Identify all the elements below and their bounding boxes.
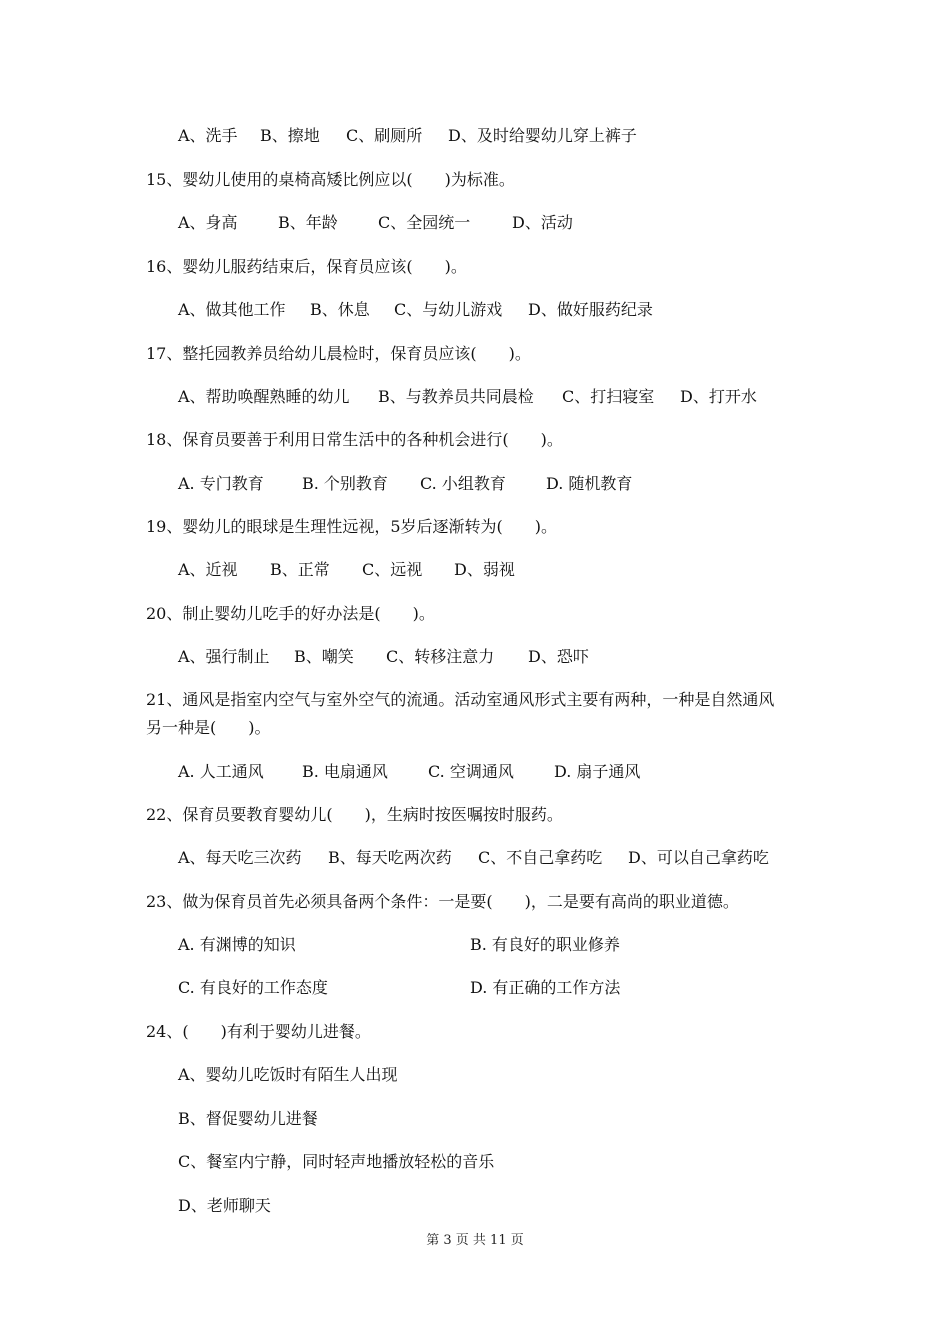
q22-option-a: A、每天吃三次药 (178, 848, 302, 867)
q24-option-b: B、督促婴幼儿进餐 (178, 1109, 318, 1128)
q20-option-d: D、恐吓 (528, 647, 589, 666)
q19-options (178, 560, 515, 580)
q21-option-c: C. 空调通风 (428, 762, 514, 781)
q17-option-d: D、打开水 (680, 387, 757, 406)
q19-option-d: D、弱视 (454, 560, 515, 579)
q15-options (178, 213, 573, 233)
q21-options (178, 762, 640, 782)
q21-option-a: A. 人工通风 (178, 762, 264, 781)
q16-option-b: B、休息 (310, 300, 370, 319)
q21-option-b: B. 电扇通风 (302, 762, 388, 781)
q19-option-b: B、正常 (270, 560, 330, 579)
q16-option-d: D、做好服药纪录 (528, 300, 653, 319)
q20-option-c: C、转移注意力 (386, 647, 495, 666)
q18-option-d: D. 随机教育 (546, 474, 633, 493)
page-number: 第 3 页 共 11 页 (426, 1233, 524, 1248)
q18-option-b: B. 个别教育 (302, 474, 388, 493)
q24-question: 24、( )有利于婴幼儿进餐。 (146, 1022, 371, 1041)
q14-option-c: C、刷厕所 (346, 126, 423, 145)
q22-question: 22、保育员要教育婴幼儿( )，生病时按医嘱按时服药。 (146, 805, 563, 824)
q17-option-a: A、帮助唤醒熟睡的幼儿 (178, 387, 350, 406)
q17-option-b: B、与教养员共同晨检 (378, 387, 534, 406)
q20-option-a: A、强行制止 (178, 647, 270, 666)
q21-question-line2: 另一种是( )。 (146, 718, 271, 737)
q23-option-a: A. 有渊博的知识 (178, 935, 296, 954)
q15-option-d: D、活动 (512, 213, 573, 232)
q17-option-c: C、打扫寝室 (562, 387, 655, 406)
q24-option-c: C、餐室内宁静，同时轻声地播放轻松的音乐 (178, 1152, 495, 1171)
q24-option-d: D、老师聊天 (178, 1196, 271, 1215)
q22-option-d: D、可以自己拿药吃 (628, 848, 769, 867)
q21-option-d: D. 扇子通风 (554, 762, 641, 781)
q15-option-b: B、年龄 (278, 213, 338, 232)
q18-option-c: C. 小组教育 (420, 474, 506, 493)
q14-options (178, 126, 637, 146)
q20-question: 20、制止婴幼儿吃手的好办法是( )。 (146, 604, 435, 623)
q16-question: 16、婴幼儿服药结束后，保育员应该( )。 (146, 257, 467, 276)
q15-option-a: A、身高 (178, 213, 238, 232)
q23-option-c: C. 有良好的工作态度 (178, 978, 328, 997)
q22-option-c: C、不自己拿药吃 (478, 848, 603, 867)
q16-option-c: C、与幼儿游戏 (394, 300, 503, 319)
q18-options (178, 474, 632, 494)
q19-option-c: C、远视 (362, 560, 423, 579)
q20-option-b: B、嘲笑 (294, 647, 354, 666)
q20-options (178, 647, 589, 667)
q18-question: 18、保育员要善于利用日常生活中的各种机会进行( )。 (146, 430, 563, 449)
q19-question: 19、婴幼儿的眼球是生理性远视，5岁后逐渐转为( )。 (146, 517, 558, 536)
q15-option-c: C、全园统一 (378, 213, 471, 232)
q23-option-b: B. 有良好的职业修养 (470, 935, 620, 954)
q23-question: 23、做为保育员首先必须具备两个条件：一是要( )，二是要有高尚的职业道德。 (146, 892, 739, 911)
q15-question: 15、婴幼儿使用的桌椅高矮比例应以( )为标准。 (146, 170, 515, 189)
q21-question-line1: 21、通风是指室内空气与室外空气的流通。活动室通风形式主要有两种，一种是自然通风 (146, 690, 775, 709)
q22-options (178, 848, 769, 868)
q17-options (178, 387, 757, 407)
q14-option-d: D、及时给婴幼儿穿上裤子 (448, 126, 637, 145)
q22-option-b: B、每天吃两次药 (328, 848, 452, 867)
q23-option-d: D. 有正确的工作方法 (470, 978, 621, 997)
q14-option-b: B、擦地 (260, 126, 320, 145)
q19-option-a: A、近视 (178, 560, 238, 579)
q24-option-a: A、婴幼儿吃饭时有陌生人出现 (178, 1065, 398, 1084)
q14-option-a: A、洗手 (178, 126, 238, 145)
q16-option-a: A、做其他工作 (178, 300, 286, 319)
q18-option-a: A. 专门教育 (178, 474, 264, 493)
q17-question: 17、整托园教养员给幼儿晨检时，保育员应该( )。 (146, 344, 531, 363)
q16-options (178, 300, 653, 320)
